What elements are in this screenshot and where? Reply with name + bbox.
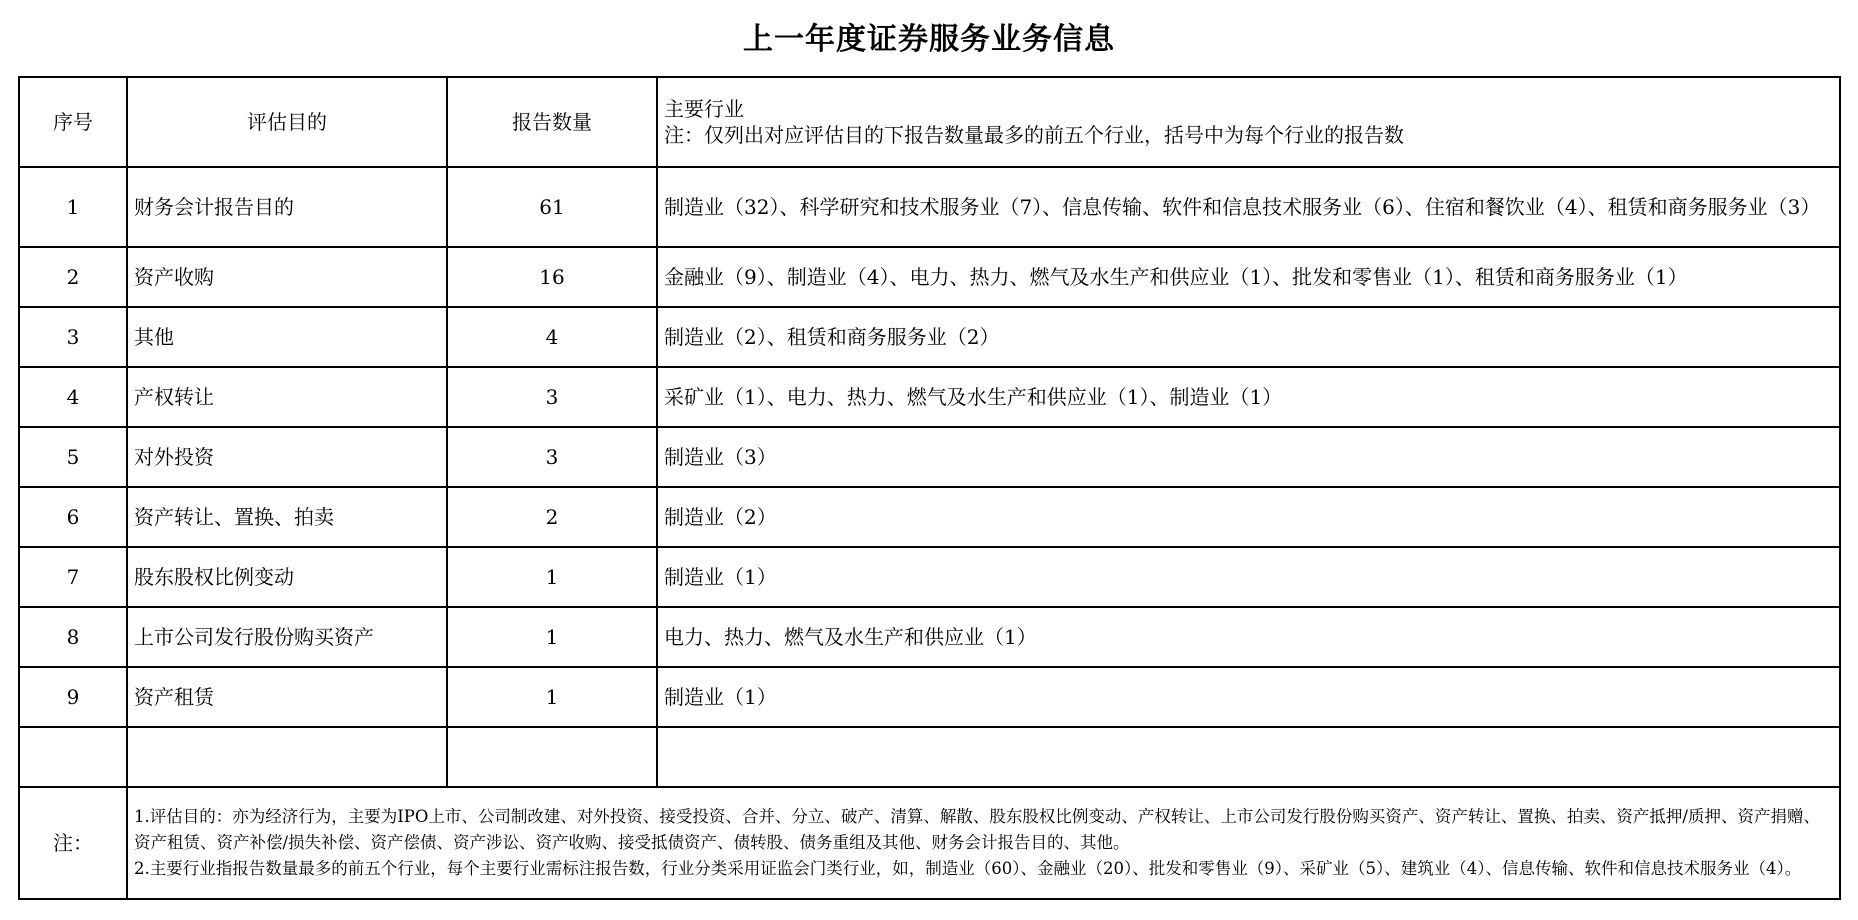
row-index: 2 [19, 247, 127, 307]
row-purpose: 股东股权比例变动 [127, 547, 447, 607]
table-row [19, 667, 1840, 727]
header-industry-title: 主要行业 [664, 97, 744, 121]
row-count: 61 [447, 167, 657, 247]
row-count: 2 [447, 487, 657, 547]
row-purpose: 资产转让、置换、拍卖 [127, 487, 447, 547]
empty-cell [127, 727, 447, 787]
table-row [19, 307, 1840, 367]
row-index: 7 [19, 547, 127, 607]
row-industries: 金融业（9）、制造业（4）、电力、热力、燃气及水生产和供应业（1）、批发和零售业（1）、租赁和商务服务业（1） [657, 247, 1840, 307]
row-industries: 制造业（32）、科学研究和技术服务业（7）、信息传输、软件和信息技术服务业（6）、住宿和餐饮业（4）、租赁和商务服务业（3） [657, 167, 1840, 247]
row-index: 5 [19, 427, 127, 487]
table-row [19, 167, 1840, 247]
row-industries: 制造业（1） [657, 547, 1840, 607]
row-purpose: 对外投资 [127, 427, 447, 487]
table-row [19, 247, 1840, 307]
row-index: 1 [19, 167, 127, 247]
table-row [19, 367, 1840, 427]
row-index: 8 [19, 607, 127, 667]
row-count: 16 [447, 247, 657, 307]
empty-cell [447, 727, 657, 787]
note-2: 2.主要行业指报告数量最多的前五个行业，每个主要行业需标注报告数，行业分类采用证监会门类行业，如，制造业（60）、金融业（20）、批发和零售业（9）、采矿业（5）、建筑业（4）、信息传输、软件和信息技术服务业（4）。 [134, 859, 1802, 878]
row-industries: 制造业（2）、租赁和商务服务业（2） [657, 307, 1840, 367]
row-count: 1 [447, 607, 657, 667]
row-purpose: 其他 [127, 307, 447, 367]
row-index: 9 [19, 667, 127, 727]
header-index: 序号 [19, 77, 127, 167]
empty-row [19, 727, 1840, 787]
row-count: 1 [447, 547, 657, 607]
row-count: 3 [447, 427, 657, 487]
row-industries: 电力、热力、燃气及水生产和供应业（1） [657, 607, 1840, 667]
securities-service-table [18, 76, 1841, 900]
row-count: 3 [447, 367, 657, 427]
table-row [19, 607, 1840, 667]
header-row [19, 77, 1840, 167]
header-purpose: 评估目的 [127, 77, 447, 167]
table-row [19, 487, 1840, 547]
notes-label: 注： [19, 787, 127, 899]
note-1: 1.评估目的：亦为经济行为，主要为IPO上市、公司制改建、对外投资、接受投资、合并、分立、破产、清算、解散、股东股权比例变动、产权转让、上市公司发行股份购买资产、资产转让、置换、拍卖、资产抵押/质押、资产捐赠、资产租赁、资产补偿/损失补偿、资产偿债、资产涉讼、资产收购、接受抵债资产、债转股、债务重组及其他、财务会计报告目的、其他。 [134, 807, 1820, 852]
row-industries: 制造业（1） [657, 667, 1840, 727]
row-count: 1 [447, 667, 657, 727]
page-title: 上一年度证券服务业务信息 [743, 22, 1115, 57]
notes-content [127, 787, 1840, 899]
header-industry [657, 77, 1840, 167]
row-purpose: 资产租赁 [127, 667, 447, 727]
row-purpose: 上市公司发行股份购买资产 [127, 607, 447, 667]
empty-cell [19, 727, 127, 787]
table-row [19, 547, 1840, 607]
row-index: 6 [19, 487, 127, 547]
row-industries: 制造业（3） [657, 427, 1840, 487]
header-count: 报告数量 [447, 77, 657, 167]
row-count: 4 [447, 307, 657, 367]
row-purpose: 财务会计报告目的 [127, 167, 447, 247]
row-purpose: 资产收购 [127, 247, 447, 307]
row-index: 4 [19, 367, 127, 427]
row-industries: 采矿业（1）、电力、热力、燃气及水生产和供应业（1）、制造业（1） [657, 367, 1840, 427]
notes-row [19, 787, 1840, 899]
header-industry-note: 注：仅列出对应评估目的下报告数量最多的前五个行业，括号中为每个行业的报告数 [664, 123, 1404, 147]
row-index: 3 [19, 307, 127, 367]
table-row [19, 427, 1840, 487]
empty-cell [657, 727, 1840, 787]
row-purpose: 产权转让 [127, 367, 447, 427]
row-industries: 制造业（2） [657, 487, 1840, 547]
